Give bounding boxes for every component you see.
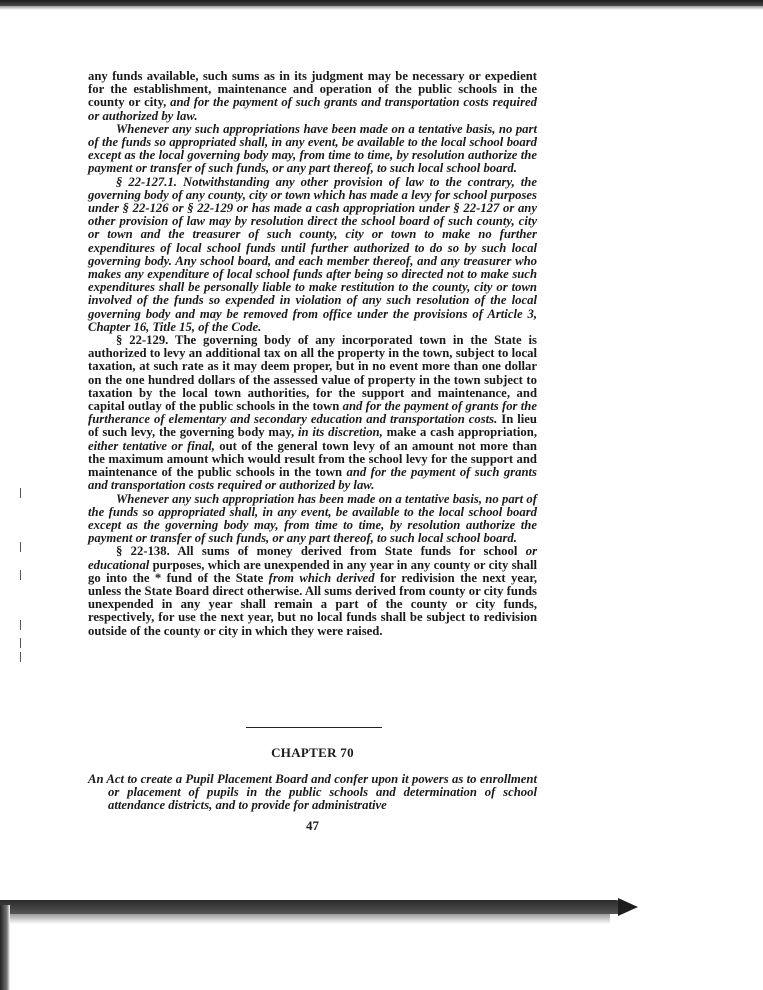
text-run: § 22-138. All sums of money derived from State funds for school [116, 544, 526, 559]
body-paragraph [88, 176, 537, 334]
text-run: purposes, which are unexpended in any year in any county or city shall go into the * fund of the State [88, 557, 537, 585]
body-paragraph [88, 70, 537, 123]
italic-text-run: § 22-127.1. Notwithstanding any other provision of law to the contrary, the governing body of any county, city or town which has made a levy for school purposes under § 22-126 or § 22-129 or has made a cash appropriation under § 22-127 or any other provision of law may by resolution direct the school board of such county, city or town and the treasurer of such county, city or town to make no further expenditures of local school funds until further authorized to do so by such local governing body. Any school board, and each member thereof, and any treasurer who makes any expenditure of local school funds after being so directed not to make such expenditures shall be personally liable to make restitution to the county, city or town involved of the funds so expended in violation of any such resolution of the local governing body and may be removed from office under the provisions of Article 3, Chapter 16, Title 15, of the Code. [88, 174, 537, 334]
body-paragraph [88, 493, 537, 546]
italic-text-run: from which derived [268, 570, 375, 585]
italic-text-run: and for the payment of grants for the furtherance of elementary and secondary education and transportation costs. [88, 399, 537, 427]
margin-mark [20, 542, 21, 552]
text-run: for redivision the next year, unless the State Board direct otherwise. All sums derived from county or city funds unexpended in any year shall remain a part of the county or city funds, respectively, for use the next year, but no local funds shall be subject to redivision outside of the county or city in which they were raised. [88, 570, 537, 638]
text-run: make a cash appropriation, [382, 425, 538, 440]
margin-mark [20, 570, 21, 580]
body-paragraph [88, 123, 537, 176]
italic-text-run: and for the payment of such grants and transportation costs required or authorized by law. [88, 95, 537, 123]
scan-top-shadow [0, 6, 763, 10]
scan-bottom-edge [0, 900, 620, 914]
act-title-text: An Act to create a Pupil Placement Board and confer upon it powers as to enrollment or placement of pupils in the public schools and determination of school attendance districts, and to provide for administrative [88, 772, 537, 813]
italic-text-run: and for the payment of such grants and transportation costs required or authorized by law. [88, 465, 537, 493]
text-run: any funds available, such sums as in its judgment may be necessary or expedient for the establishment, maintenance and operation of the public schools in the county or city, [88, 69, 537, 110]
scan-edge-arrow [618, 898, 638, 916]
italic-text-run: Whenever any such appropriation has been made on a tentative basis, no part of the funds so appropriated shall, in any event, be available to the local school board except as the governing body may, from time to time, by resolution authorize the payment or transfer of such funds, or any part thereof, to such local school board. [88, 491, 537, 546]
margin-mark [20, 638, 21, 648]
section-divider [246, 727, 382, 728]
text-run: out of the general town levy of an amount not more than the maximum amount which would result from the school levy for the support and maintenance of the public schools in the town [88, 438, 537, 480]
italic-text-run: or educational [88, 544, 537, 572]
margin-mark [20, 488, 21, 498]
scan-left-edge [0, 905, 10, 990]
scan-bottom-shadow [0, 914, 610, 924]
body-paragraph [88, 334, 537, 492]
body-paragraph [88, 545, 537, 637]
page-body-text [88, 70, 537, 638]
text-run: In lieu of such levy, the governing body may, [88, 412, 537, 440]
margin-mark [20, 620, 21, 630]
italic-text-run: Whenever any such appropriations have been made on a tentative basis, no part of the funds so appropriated shall, in any event, be available to the local school board except as the local governing body may, from time to time, by resolution authorize the payment or transfer of such funds, or any part thereof, to such local school board. [88, 121, 537, 176]
text-run: § 22-129. The governing body of any incorporated town in the State is authorized to levy an additional tax on all the property in the town, subject to local taxation, at such rate as it may deem proper, but in no event more than one dollar on the one hundred dollars of the assessed value of property in the town subject to taxation by the local town authorities, for the support and maintenance, and capital outlay of the public schools in the town [88, 333, 537, 414]
act-title [88, 773, 537, 813]
italic-text-run: either tentative or final, [88, 438, 215, 453]
italic-text-run: in its discretion, [297, 425, 383, 440]
chapter-heading: CHAPTER 70 [271, 745, 354, 760]
page-number: 47 [306, 818, 319, 833]
margin-mark [20, 652, 21, 662]
